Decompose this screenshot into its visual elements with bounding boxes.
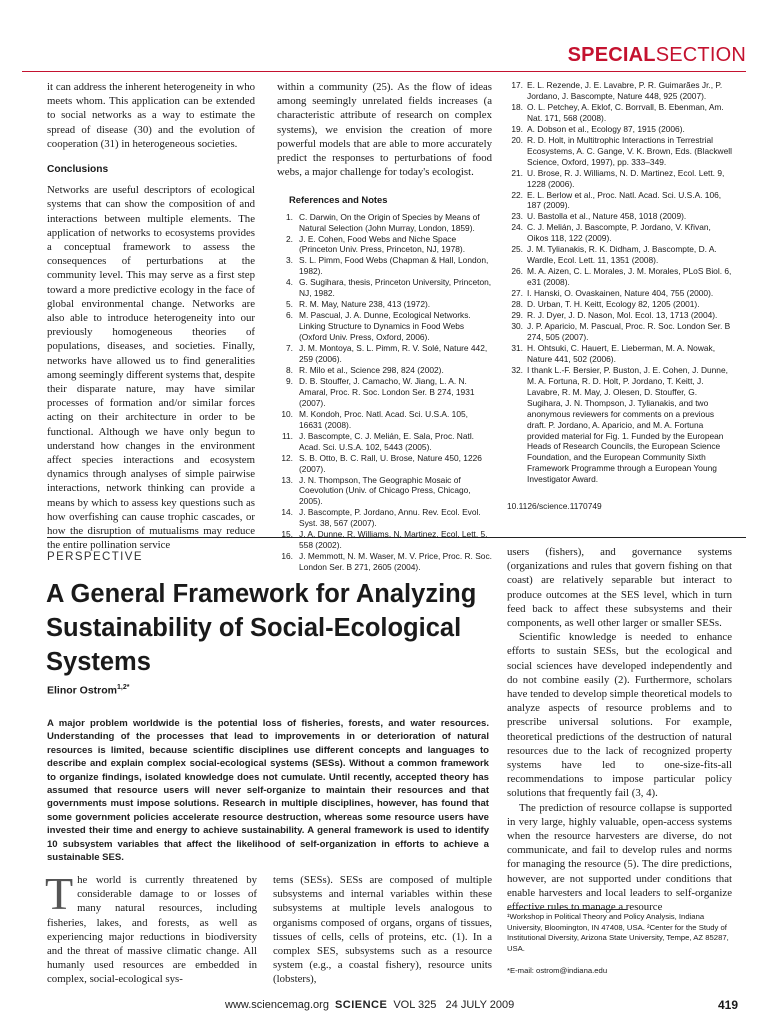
reference-number: 30.	[511, 320, 523, 331]
article-title: A General Framework for Analyzing Sustainability of Social-Ecological Systems	[46, 580, 477, 676]
body-2-text: tems (SESs). SESs are composed of multiple subsystems and internal variables within these subsystems at multiple levels analogous to organisms composed of organs, organs of tissues, tissues of cells, cells of proteins, etc. (1). In a complex SES, subsystems such as a resource system (e.g., a coastal fishery), resource units (lobsters),	[273, 874, 492, 986]
reference-number: 31.	[511, 342, 523, 353]
reference-text: R. J. Dyer, J. D. Nason, Mol. Ecol. 13, 1713 (2004).	[527, 310, 718, 321]
reference-text: O. L. Petchey, A. Eklof, C. Borrvall, B. Ebenman, Am. Nat. 171, 568 (2008).	[527, 101, 724, 123]
page-footer	[225, 999, 514, 1011]
footnote-rule	[507, 909, 627, 910]
references-list-part-1	[277, 212, 492, 573]
article-body-column-3	[507, 545, 732, 914]
reference-item	[277, 310, 492, 343]
reference-item	[277, 299, 492, 310]
reference-text: E. L. Berlow et al., Proc. Natl. Acad. Sci. U.S.A. 106, 187 (2009).	[527, 189, 722, 211]
reference-number: 28.	[511, 299, 523, 310]
reference-number: 10.	[281, 408, 293, 419]
reference-number: 9.	[286, 375, 293, 386]
reference-number: 1.	[286, 211, 293, 222]
body-3-para-2: Scientific knowledge is needed to enhance efforts to sustain SESs, but the ecological and social sciences have developed independently and do not combine easily (2). Furthermore, scholars have tended to develop simple theoretical models to analyze aspects of resource problems and to prescribe universal solutions. For example, theoretical predictions of the destruction of natural resources due to the lack of recognized property systems have led to one-size-fits-all recommendations to impose particular policy solutions that frequently fail (3, 4).	[507, 631, 732, 800]
reference-number: 21.	[511, 167, 523, 178]
reference-text: M. Kondoh, Proc. Natl. Acad. Sci. U.S.A. 105, 16631 (2008).	[299, 408, 468, 430]
reference-number: 17.	[511, 80, 523, 90]
reference-number: 3.	[286, 255, 293, 266]
reference-item	[277, 529, 492, 551]
body-3-para-3: The prediction of resource collapse is supported in very large, highly valuable, open-access systems when the resource harvesters are diverse, do not communicate, and fail to develop rules and norms for managing the resource (5). The dire predictions, however, are not supported under conditions that enable harvesters and local leaders to self-organize effective rules to manage a resource	[507, 801, 732, 914]
article-label: PERSPECTIVE	[47, 551, 143, 563]
download-sidebar	[743, 676, 763, 696]
reference-text: H. Ohtsuki, C. Hauert, E. Lieberman, M. A. Nowak, Nature 441, 502 (2006).	[527, 342, 716, 364]
reference-text: J. E. Cohen, Food Webs and Niche Space (Princeton Univ. Press, Princeton, NJ, 1978).	[299, 233, 466, 255]
reference-item	[277, 409, 492, 431]
reference-text: R. Milo et al., Science 298, 824 (2002).	[299, 364, 444, 375]
reference-item	[277, 551, 492, 573]
reference-text: I thank L.-F. Bersier, P. Buston, J. E. Cohen, J. Dunne, M. A. Fortuna, R. D. Holt, P. Jordano, T. Keitt, J. Lavabre, R. M. May, J. Olesen, D. Stouffer, G. Sugihara, J. N. Thompson, J. Tylianakis, and two anonymous reviewers for comments on a previous draft. P. Jordano, A. Aparicio, and M. A. Fortuna provided material for Fig. 1. Funded by the European Heads of Research Councils, the European Science Foundation, and the European Community Sixth Framework Programme through a European Young Investigator Award.	[527, 364, 728, 485]
reference-number: 22.	[511, 189, 523, 200]
reference-number: 12.	[281, 452, 293, 463]
reference-item	[507, 266, 732, 288]
doi: 10.1126/science.1170749	[507, 501, 602, 512]
author-email: *E-mail: ostrom@indiana.edu	[507, 966, 608, 975]
column-3	[507, 80, 732, 513]
reference-item	[507, 244, 732, 266]
reference-text: J. N. Thompson, The Geographic Mosaic of Coevolution (Univ. of Chicago Press, Chicago, 2005).	[299, 474, 471, 507]
reference-item	[507, 321, 732, 343]
reference-number: 13.	[281, 474, 293, 485]
reference-item	[507, 168, 732, 190]
reference-text: J. Bascompte, C. J. Melián, E. Sala, Proc. Natl. Acad. Sci. U.S.A. 102, 5443 (2005).	[299, 430, 475, 452]
conclusions-heading: Conclusions	[47, 164, 109, 176]
reference-item	[507, 211, 732, 222]
reference-text: S. B. Otto, B. C. Rall, U. Brose, Nature 450, 1226 (2007).	[299, 452, 482, 474]
reference-item	[277, 376, 492, 409]
reference-text: D. B. Stouffer, J. Camacho, W. Jiang, L. A. N. Amaral, Proc. R. Soc. London Ser. B 274, 1931 (2007).	[299, 375, 475, 408]
reference-text: S. L. Pimm, Food Webs (Chapman & Hall, London, 1982).	[299, 255, 489, 277]
section-divider	[47, 537, 746, 538]
reference-text: I. Hanski, O. Ovaskainen, Nature 404, 755 (2000).	[527, 288, 714, 299]
affiliation-footnote: ¹Workshop in Political Theory and Policy Analysis, Indiana University, Bloomington, IN 47408, USA. ²Center for the Study of Institutional Diversity, Arizona State University, Tempe, AZ 85287, USA.	[507, 912, 729, 953]
reference-text: R. M. May, Nature 238, 413 (1972).	[299, 299, 431, 310]
reference-text: M. A. Aizen, C. L. Morales, J. M. Morales, PLoS Biol. 6, e31 (2008).	[527, 266, 732, 288]
reference-text: C. J. Melián, J. Bascompte, P. Jordano, V. Křivan, Oikos 118, 122 (2009).	[527, 222, 711, 244]
footer-journal: SCIENCE	[334, 999, 388, 1011]
article-body-column-1	[45, 868, 257, 987]
body-1-text: he world is currently threatened by considerable damage to or losses of many natural resources, including fisheries, lakes, and forests, as well as experiencing major reductions in biodiversity and the threat of massive climatic change. All humanly used resources are embedded in complex, social-ecological sys-	[47, 874, 257, 986]
reference-text: J. Bascompte, P. Jordano, Annu. Rev. Ecol. Evol. Syst. 38, 567 (2007).	[299, 507, 481, 529]
conclusions-text: Networks are useful descriptors of ecological systems that can show the composition of and interactions between multiple elements. The application of networks to ecosystems provides a conceptual framework to assess the consequences of perturbations at the community level. This may serve as a first step toward a more predictive ecology in the face of global environmental change. Networks are also able to introduce heterogeneity into our previously homogeneous theories of populations, diseases, and societies. Finally, networks have allowed us to find generalities among seemingly different systems that, despite their disparate nature, may have similar processes of formation and/or similar forces acting on their architecture in order to be functional. Although we have only begun to understand how changes in the environment affect species interactions and ecosystem dynamics through analyses of simple pairwise interactions, network thinking can provide a means by which to assess key questions such as how overfishing can cause trophic cascades, or how the disruption of mutualisms may reduce the entire pollination service	[47, 184, 255, 552]
drop-cap: T	[45, 868, 74, 919]
reference-item	[507, 299, 732, 310]
reference-item	[507, 343, 732, 365]
references-list-part-2	[507, 80, 732, 485]
body-3-para-1: users (fishers), and governance systems (organizations and rules that govern fishing on that coast) are relatively separable but interact to produce outcomes at the SES level, which in turn feed back to affect these subsystems and their components, as well other larger or smaller SESs.	[507, 546, 732, 630]
reference-number: 26.	[511, 266, 523, 277]
column-1	[47, 80, 255, 553]
reference-number: 20.	[511, 134, 523, 145]
reference-item	[507, 222, 732, 244]
reference-item	[277, 277, 492, 299]
reference-text: J. M. Montoya, S. L. Pimm, R. V. Solé, Nature 442, 259 (2006).	[299, 343, 488, 365]
reference-number: 15.	[281, 529, 293, 540]
reference-text: E. L. Rezende, J. E. Lavabre, P. R. Guimarães Jr., P. Jordano, J. Bascompte, Nature 448, 925 (2007).	[527, 80, 723, 101]
reference-number: 5.	[286, 299, 293, 310]
article-body-column-2	[273, 873, 492, 987]
reference-text: J. P. Aparicio, M. Pascual, Proc. R. Soc. London Ser. B 274, 505 (2007).	[527, 320, 731, 342]
reference-number: 4.	[286, 277, 293, 288]
references-heading: References and Notes	[289, 194, 388, 206]
reference-number: 8.	[286, 364, 293, 375]
header-rule	[22, 71, 746, 72]
reference-item	[277, 507, 492, 529]
article-author	[47, 684, 129, 697]
reference-number: 27.	[511, 288, 523, 299]
reference-text: U. Bastolla et al., Nature 458, 1018 (2009).	[527, 211, 687, 222]
reference-item	[507, 135, 732, 168]
reference-number: 25.	[511, 244, 523, 255]
reference-item	[277, 212, 492, 234]
page-number: 419	[717, 998, 738, 1012]
reference-text: C. Darwin, On the Origin of Species by Means of Natural Selection (John Murray, London, 1859).	[299, 211, 480, 233]
reference-item	[507, 102, 732, 124]
special-section-header: SPECIALSECTION	[567, 44, 746, 66]
footer-site: www.sciencemag.org	[225, 999, 329, 1011]
reference-item	[507, 190, 732, 212]
footer-volume: VOL 325	[393, 999, 437, 1011]
reference-item	[507, 80, 732, 102]
reference-item	[277, 475, 492, 508]
reference-text: J. A. Dunne, R. Williams, N. Martinez, Ecol. Lett. 5, 558 (2002).	[299, 529, 488, 551]
reference-number: 2.	[286, 233, 293, 244]
reference-number: 23.	[511, 211, 523, 222]
reference-item	[277, 365, 492, 376]
column-2	[277, 80, 492, 573]
author-affiliation-marks: 1,2*	[117, 684, 130, 691]
reference-item	[277, 343, 492, 365]
reference-number: 7.	[286, 343, 293, 354]
reference-item	[507, 124, 732, 135]
column-1-intro: it can address the inherent heterogeneity in who meets whom. This application can be extended to social networks as a way to estimate the spread of disease (30) and the evolution of cooperation (31) in heterogeneous societies.	[47, 81, 255, 150]
reference-text: D. Urban, T. H. Keitt, Ecology 82, 1205 (2001).	[527, 299, 700, 310]
reference-item	[507, 310, 732, 321]
reference-number: 16.	[281, 551, 293, 562]
reference-item	[277, 431, 492, 453]
reference-text: U. Brose, R. J. Williams, N. D. Martinez, Ecol. Lett. 9, 1228 (2006).	[527, 167, 725, 189]
footer-date: 24 JULY 2009	[445, 999, 515, 1011]
reference-item	[277, 255, 492, 277]
reference-number: 19.	[511, 123, 523, 134]
reference-item	[507, 365, 732, 485]
reference-text: J. Memmott, N. M. Waser, M. V. Price, Proc. R. Soc. London Ser. B 271, 2605 (2004).	[299, 551, 492, 573]
reference-number: 11.	[281, 430, 293, 441]
reference-item	[507, 288, 732, 299]
reference-number: 14.	[281, 507, 293, 518]
column-2-intro: within a community (25). As the flow of ideas among seemingly unrelated fields increases (a characteristic attribute of research on complex systems), we envision the creation of more powerful models that are able to more accurately predict the responses to perturbations of food webs, a major challenge for today's ecologist.	[277, 81, 492, 179]
reference-number: 24.	[511, 222, 523, 233]
reference-text: J. M. Tylianakis, R. K. Didham, J. Bascompte, D. A. Wardle, Ecol. Lett. 11, 1351 (2008).	[527, 244, 717, 266]
article-abstract: A major problem worldwide is the potential loss of fisheries, forests, and water resources. Understanding of the processes that lead to improvements in or deterioration of natural resources is limited, because scientific disciplines use different concepts and languages to describe and explain complex social-ecological systems (SESs). Without a common framework to organize findings, isolated knowledge does not cumulate. Until recently, accepted theory has assumed that resource users will never self-organize to maintain their resources and that governments must impose solutions. Research in multiple disciplines, however, has found that some government policies accelerate resource destruction, whereas some resource users have invested their time and energy to achieve sustainability. A general framework is used to identify 10 subsystem variables that affect the likelihood of self-organization in efforts to achieve a sustainable SES.	[47, 718, 489, 864]
reference-text: G. Sugihara, thesis, Princeton University, Princeton, NJ, 1982.	[299, 277, 492, 299]
reference-number: 6.	[286, 310, 293, 321]
reference-number: 32.	[511, 364, 523, 375]
author-name: Elinor Ostrom	[47, 684, 118, 697]
reference-text: M. Pascual, J. A. Dunne, Ecological Networks. Linking Structure to Dynamics in Food Webs (Oxford Univ. Press, Oxford, 2006).	[299, 310, 471, 343]
reference-text: R. D. Holt, in Multitrophic Interactions in Terrestrial Ecosystems, A. C. Gange, V. K. Brown, Eds. (Blackwell Science, Oxford, 1997), pp. 333–349.	[527, 134, 732, 167]
reference-text: A. Dobson et al., Ecology 87, 1915 (2006).	[527, 123, 685, 134]
reference-item	[277, 453, 492, 475]
reference-item	[277, 234, 492, 256]
reference-number: 29.	[511, 310, 523, 321]
reference-number: 18.	[511, 101, 523, 112]
